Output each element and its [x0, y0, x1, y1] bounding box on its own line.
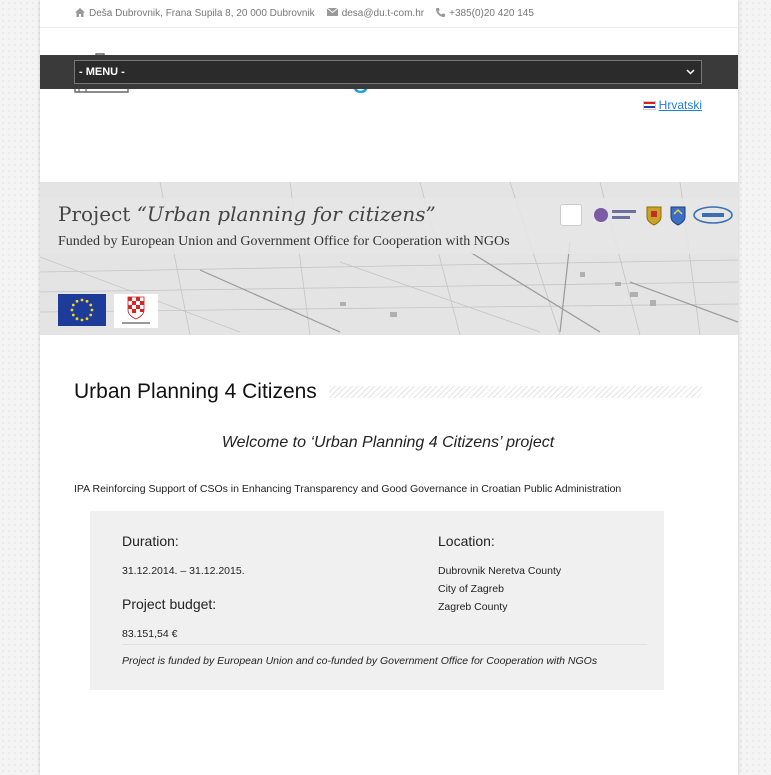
location-item: Dubrovnik Neretva County: [438, 565, 562, 577]
main-content: [74, 335, 702, 667]
contact-bar: [40, 0, 738, 28]
coat-of-arms-icon-1: [645, 204, 663, 226]
page-title: Urban Planning 4 Citizens: [74, 380, 317, 403]
page-heading: [74, 380, 702, 404]
phone-item: [436, 8, 534, 20]
partner-logo-cektra: [692, 204, 734, 226]
heading-decoration: [329, 386, 702, 398]
menu-select[interactable]: [74, 60, 702, 84]
eu-flag-icon: [58, 294, 106, 326]
home-icon: [75, 8, 85, 20]
address-text: Deša Dubrovnik, Frana Supila 8, 20 000 Dubrovnik: [89, 8, 315, 19]
menu-select-label: - MENU -: [79, 66, 125, 78]
envelope-icon: [327, 8, 338, 19]
budget-label: Project budget:: [122, 596, 217, 612]
duration-value: 31.12.2014. – 31.12.2015.: [122, 565, 245, 577]
phone-text: +385(0)20 420 145: [449, 8, 534, 19]
budget-value: 83.151,54 €: [122, 628, 178, 640]
partner-logo-1: [560, 204, 582, 226]
banner-title-prefix: Project: [58, 202, 137, 226]
menu-bar: [40, 55, 738, 89]
address-item: [75, 8, 315, 20]
ipa-description: IPA Reinforcing Support of CSOs in Enhancing Transparency and Good Governance in Croatian Public Administration: [74, 483, 622, 495]
email-item[interactable]: [327, 8, 424, 19]
location-item: City of Zagreb: [438, 583, 504, 595]
page-container: [40, 0, 738, 775]
location-label: Location:: [438, 533, 495, 549]
language-switch-link[interactable]: [643, 98, 702, 112]
site-header: [40, 28, 738, 148]
duration-budget-column: [122, 533, 245, 643]
banner-title-quote: “Urban planning for citizens”: [136, 202, 436, 226]
funding-note: Project is funded by European Union and co-funded by Government Office for Cooperation with NGOs: [122, 655, 598, 667]
phone-icon: [436, 8, 445, 20]
banner-title: [58, 202, 436, 226]
welcome-text: Welcome to ‘Urban Planning 4 Citizens’ project: [221, 434, 555, 451]
croatian-government-logo: [114, 294, 158, 328]
location-item: Zagreb County: [438, 601, 508, 613]
language-link-text[interactable]: Hrvatski: [658, 98, 702, 112]
project-banner: [40, 182, 738, 335]
info-divider: [122, 644, 647, 645]
email-text[interactable]: desa@du.t-com.hr: [341, 8, 425, 19]
project-info-box: [90, 511, 664, 690]
location-column: [438, 533, 561, 616]
chevron-down-icon: [686, 66, 695, 78]
coat-of-arms-icon-2: [670, 204, 686, 226]
partner-logo-gis: [592, 204, 640, 226]
duration-label: Duration:: [122, 533, 179, 549]
croatian-flag-icon: [643, 101, 656, 110]
banner-subtitle: Funded by European Union and Government Office for Cooperation with NGOs: [58, 234, 510, 249]
